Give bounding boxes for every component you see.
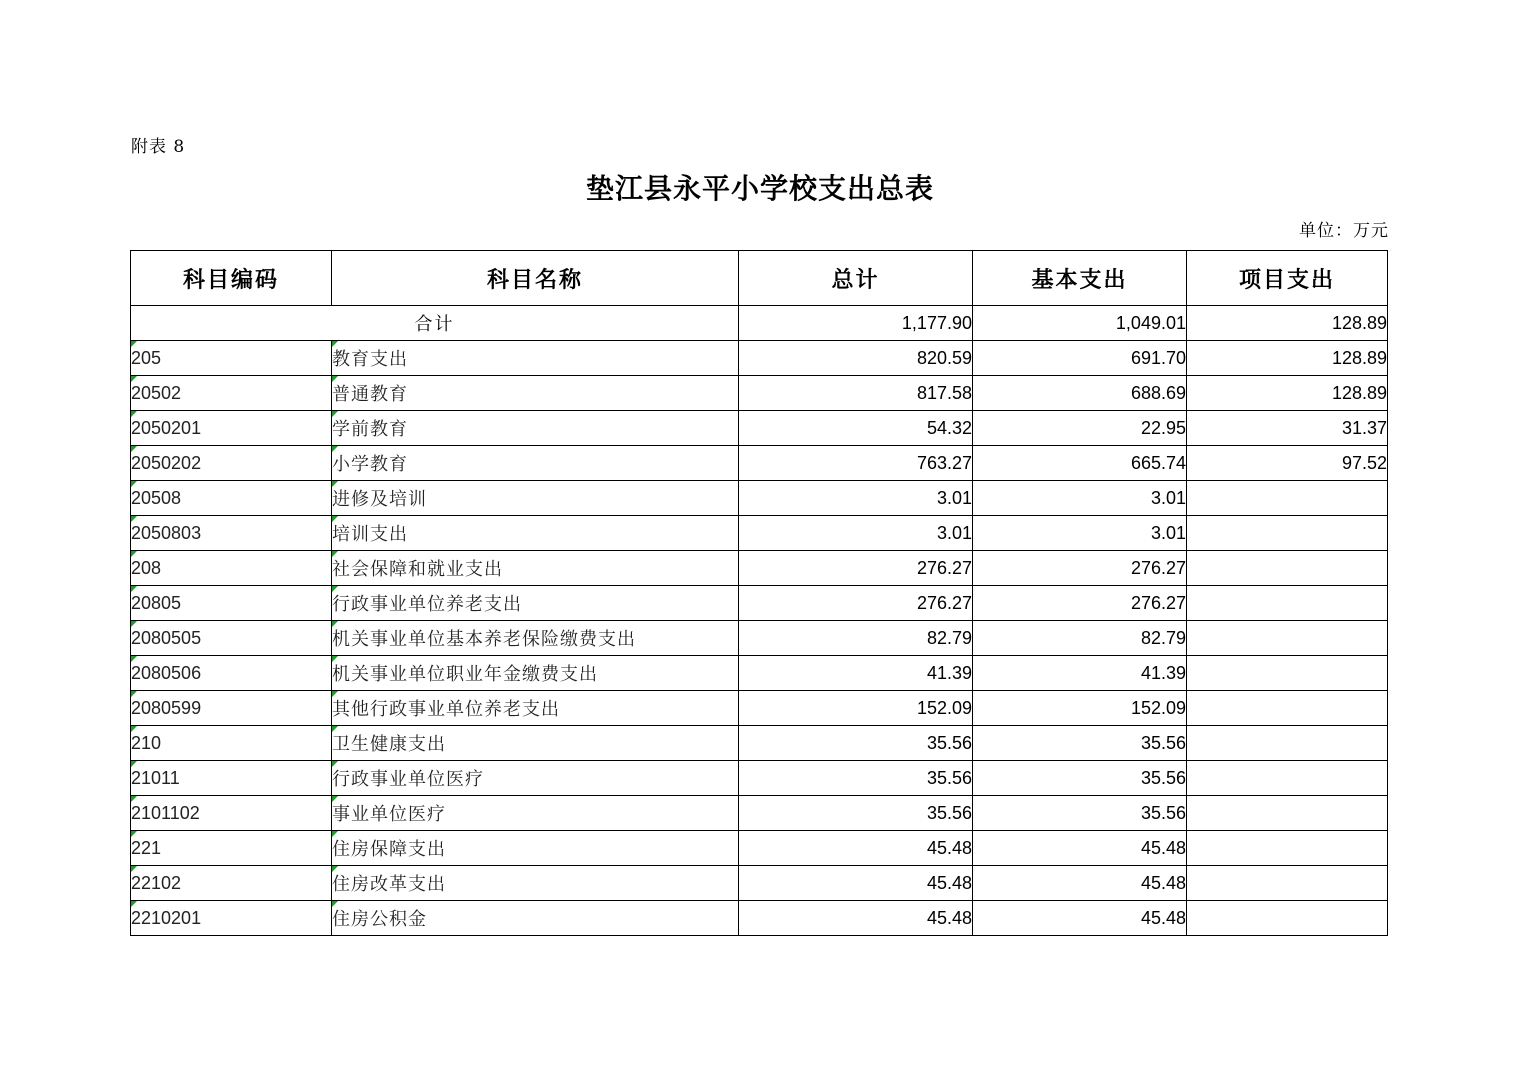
row-total xyxy=(739,761,973,796)
row-name-text: 社会保障和就业支出 xyxy=(332,559,503,580)
cell-marker-icon xyxy=(131,656,137,662)
row-name xyxy=(332,796,739,831)
row-total xyxy=(739,586,973,621)
row-total-text: 3.01 xyxy=(936,522,972,543)
row-total-text: 41.39 xyxy=(926,662,972,683)
row-basic-text: 35.56 xyxy=(1140,802,1186,823)
row-name xyxy=(332,411,739,446)
row-code-text: 20508 xyxy=(131,487,182,508)
row-code-text: 2080599 xyxy=(131,697,202,718)
row-name xyxy=(332,901,739,936)
table-header-row xyxy=(131,251,1388,306)
cell-marker-icon xyxy=(332,621,338,627)
table-row xyxy=(131,516,1388,551)
table-row xyxy=(131,411,1388,446)
table-row xyxy=(131,551,1388,586)
row-code-text: 2080505 xyxy=(131,627,202,648)
cell-marker-icon xyxy=(131,411,137,417)
table-row xyxy=(131,446,1388,481)
cell-marker-icon xyxy=(332,516,338,522)
row-basic-text: 276.27 xyxy=(1130,557,1186,578)
row-total-text: 54.32 xyxy=(926,417,972,438)
row-code-text: 208 xyxy=(131,557,162,578)
row-project xyxy=(1187,411,1388,446)
cell-marker-icon xyxy=(131,866,137,872)
row-code-text: 2050803 xyxy=(131,522,202,543)
row-name-text: 事业单位医疗 xyxy=(332,804,446,825)
row-total-text: 35.56 xyxy=(926,732,972,753)
row-basic xyxy=(973,691,1187,726)
row-total xyxy=(739,376,973,411)
cell-marker-icon xyxy=(131,796,137,802)
row-total-text: 276.27 xyxy=(916,592,972,613)
row-project xyxy=(1187,516,1388,551)
row-basic xyxy=(973,446,1187,481)
row-basic xyxy=(973,341,1187,376)
row-basic-text: 691.70 xyxy=(1130,347,1186,368)
row-basic xyxy=(973,866,1187,901)
table-row xyxy=(131,726,1388,761)
header-total: 总计 xyxy=(739,251,973,306)
row-total xyxy=(739,866,973,901)
row-code-text: 2210201 xyxy=(131,907,202,928)
row-project xyxy=(1187,761,1388,796)
cell-marker-icon xyxy=(332,481,338,487)
row-total-text: 276.27 xyxy=(916,557,972,578)
cell-marker-icon xyxy=(131,446,137,452)
cell-marker-icon xyxy=(131,726,137,732)
row-project xyxy=(1187,341,1388,376)
row-basic-text: 45.48 xyxy=(1140,907,1186,928)
header-project: 项目支出 xyxy=(1187,251,1388,306)
cell-marker-icon xyxy=(332,586,338,592)
row-code-text: 21011 xyxy=(131,767,180,788)
row-basic xyxy=(973,376,1187,411)
row-code xyxy=(131,691,332,726)
row-total xyxy=(739,621,973,656)
row-name xyxy=(332,621,739,656)
table-row xyxy=(131,621,1388,656)
row-code xyxy=(131,446,332,481)
cell-marker-icon xyxy=(131,901,137,907)
row-total-text: 152.09 xyxy=(916,697,972,718)
row-basic-text: 3.01 xyxy=(1150,487,1186,508)
cell-marker-icon xyxy=(332,446,338,452)
row-name xyxy=(332,831,739,866)
row-basic xyxy=(973,621,1187,656)
row-basic-text: 22.95 xyxy=(1140,417,1186,438)
row-project xyxy=(1187,551,1388,586)
cell-marker-icon xyxy=(131,376,137,382)
row-code xyxy=(131,411,332,446)
row-project xyxy=(1187,866,1388,901)
row-project xyxy=(1187,376,1388,411)
row-name-text: 行政事业单位养老支出 xyxy=(332,594,522,615)
row-total xyxy=(739,481,973,516)
row-project xyxy=(1187,831,1388,866)
row-project xyxy=(1187,901,1388,936)
cell-marker-icon xyxy=(332,831,338,837)
total-label: 合计 xyxy=(131,306,739,341)
row-name-text: 学前教育 xyxy=(332,419,408,440)
unit-label: 单位：万元 xyxy=(1299,221,1389,241)
row-project xyxy=(1187,586,1388,621)
cell-marker-icon xyxy=(332,726,338,732)
expenditure-table xyxy=(130,250,1388,936)
cell-marker-icon xyxy=(332,796,338,802)
row-total xyxy=(739,446,973,481)
row-total xyxy=(739,691,973,726)
row-code-text: 2050202 xyxy=(131,452,202,473)
row-total-text: 820.59 xyxy=(916,347,972,368)
row-project xyxy=(1187,691,1388,726)
cell-marker-icon xyxy=(131,831,137,837)
row-name-text: 进修及培训 xyxy=(332,489,427,510)
row-code xyxy=(131,726,332,761)
row-basic-text: 688.69 xyxy=(1130,382,1186,403)
row-basic xyxy=(973,586,1187,621)
row-total xyxy=(739,411,973,446)
row-basic-text: 45.48 xyxy=(1140,837,1186,858)
row-name xyxy=(332,551,739,586)
cell-marker-icon xyxy=(332,691,338,697)
row-basic-text: 152.09 xyxy=(1130,697,1186,718)
row-code xyxy=(131,586,332,621)
row-total xyxy=(739,551,973,586)
row-name-text: 住房保障支出 xyxy=(332,839,446,860)
cell-marker-icon xyxy=(332,551,338,557)
row-name xyxy=(332,446,739,481)
row-code xyxy=(131,901,332,936)
row-total xyxy=(739,831,973,866)
row-basic-text: 41.39 xyxy=(1140,662,1186,683)
header-code: 科目编码 xyxy=(131,251,332,306)
row-basic-text: 35.56 xyxy=(1140,767,1186,788)
table-row xyxy=(131,901,1388,936)
row-name xyxy=(332,866,739,901)
cell-marker-icon xyxy=(332,411,338,417)
row-name xyxy=(332,726,739,761)
total-basic: 1,049.01 xyxy=(973,306,1187,341)
page-title: 垫江县永平小学校支出总表 xyxy=(585,172,934,205)
row-total-text: 763.27 xyxy=(916,452,972,473)
row-total-text: 35.56 xyxy=(926,767,972,788)
total-row xyxy=(131,306,1388,341)
row-code xyxy=(131,516,332,551)
row-code xyxy=(131,481,332,516)
row-project-text: 97.52 xyxy=(1341,452,1387,473)
cell-marker-icon xyxy=(332,656,338,662)
row-name xyxy=(332,691,739,726)
appendix-label: 附表 8 xyxy=(131,137,186,157)
header-basic: 基本支出 xyxy=(973,251,1187,306)
row-basic-text: 3.01 xyxy=(1150,522,1186,543)
row-code-text: 210 xyxy=(131,732,162,753)
row-code xyxy=(131,376,332,411)
row-name xyxy=(332,656,739,691)
row-code-text: 20805 xyxy=(131,592,182,613)
row-basic xyxy=(973,901,1187,936)
row-basic-text: 45.48 xyxy=(1140,872,1186,893)
row-code-text: 221 xyxy=(131,837,162,858)
row-basic-text: 35.56 xyxy=(1140,732,1186,753)
row-code xyxy=(131,656,332,691)
cell-marker-icon xyxy=(332,866,338,872)
row-project xyxy=(1187,656,1388,691)
row-project-text: 128.89 xyxy=(1331,382,1387,403)
cell-marker-icon xyxy=(131,691,137,697)
table-row xyxy=(131,341,1388,376)
table-row xyxy=(131,796,1388,831)
row-project xyxy=(1187,446,1388,481)
row-name-text: 住房改革支出 xyxy=(332,874,446,895)
row-name xyxy=(332,761,739,796)
table-row xyxy=(131,586,1388,621)
row-project xyxy=(1187,726,1388,761)
table-row xyxy=(131,761,1388,796)
row-code xyxy=(131,551,332,586)
row-total xyxy=(739,656,973,691)
row-basic xyxy=(973,516,1187,551)
cell-marker-icon xyxy=(332,761,338,767)
table-row xyxy=(131,376,1388,411)
row-total-text: 817.58 xyxy=(916,382,972,403)
row-project xyxy=(1187,481,1388,516)
row-name-text: 其他行政事业单位养老支出 xyxy=(332,699,560,720)
cell-marker-icon xyxy=(131,516,137,522)
cell-marker-icon xyxy=(131,481,137,487)
row-basic xyxy=(973,481,1187,516)
row-total-text: 45.48 xyxy=(926,907,972,928)
row-code xyxy=(131,831,332,866)
row-total xyxy=(739,726,973,761)
row-code xyxy=(131,761,332,796)
row-name xyxy=(332,341,739,376)
row-basic xyxy=(973,796,1187,831)
row-total xyxy=(739,796,973,831)
row-total xyxy=(739,901,973,936)
row-total xyxy=(739,516,973,551)
cell-marker-icon xyxy=(131,341,137,347)
table-row xyxy=(131,656,1388,691)
cell-marker-icon xyxy=(131,586,137,592)
row-name-text: 行政事业单位医疗 xyxy=(332,769,484,790)
row-name-text: 小学教育 xyxy=(332,454,408,475)
row-name-text: 机关事业单位基本养老保险缴费支出 xyxy=(332,629,636,650)
row-basic xyxy=(973,656,1187,691)
row-code xyxy=(131,866,332,901)
row-code-text: 2050201 xyxy=(131,417,202,438)
row-project xyxy=(1187,796,1388,831)
row-code-text: 22102 xyxy=(131,872,182,893)
cell-marker-icon xyxy=(332,341,338,347)
row-name-text: 培训支出 xyxy=(332,524,408,545)
row-name xyxy=(332,376,739,411)
row-name xyxy=(332,586,739,621)
row-basic-text: 665.74 xyxy=(1130,452,1186,473)
row-total-text: 3.01 xyxy=(936,487,972,508)
row-code-text: 2080506 xyxy=(131,662,202,683)
cell-marker-icon xyxy=(332,376,338,382)
row-basic-text: 82.79 xyxy=(1140,627,1186,648)
table-row xyxy=(131,481,1388,516)
cell-marker-icon xyxy=(131,551,137,557)
row-name xyxy=(332,516,739,551)
row-total-text: 45.48 xyxy=(926,837,972,858)
table-row xyxy=(131,691,1388,726)
row-code-text: 2101102 xyxy=(131,802,200,823)
header-name: 科目名称 xyxy=(332,251,739,306)
row-total xyxy=(739,341,973,376)
row-name-text: 卫生健康支出 xyxy=(332,734,446,755)
row-code-text: 205 xyxy=(131,347,162,368)
row-project xyxy=(1187,621,1388,656)
row-project-text: 31.37 xyxy=(1341,417,1387,438)
row-name xyxy=(332,481,739,516)
row-code xyxy=(131,621,332,656)
row-basic xyxy=(973,831,1187,866)
row-total-text: 45.48 xyxy=(926,872,972,893)
cell-marker-icon xyxy=(131,761,137,767)
total-sum: 1,177.90 xyxy=(739,306,973,341)
row-basic xyxy=(973,411,1187,446)
table-row xyxy=(131,831,1388,866)
row-project-text: 128.89 xyxy=(1331,347,1387,368)
row-basic xyxy=(973,551,1187,586)
row-code xyxy=(131,796,332,831)
row-code-text: 20502 xyxy=(131,382,182,403)
row-name-text: 普通教育 xyxy=(332,384,408,405)
row-name-text: 机关事业单位职业年金缴费支出 xyxy=(332,664,598,685)
row-total-text: 82.79 xyxy=(926,627,972,648)
row-total-text: 35.56 xyxy=(926,802,972,823)
row-code xyxy=(131,341,332,376)
total-project: 128.89 xyxy=(1187,306,1388,341)
row-basic xyxy=(973,726,1187,761)
row-name-text: 住房公积金 xyxy=(332,909,427,930)
cell-marker-icon xyxy=(332,901,338,907)
row-name-text: 教育支出 xyxy=(332,349,408,370)
table-row xyxy=(131,866,1388,901)
row-basic xyxy=(973,761,1187,796)
cell-marker-icon xyxy=(131,621,137,627)
row-basic-text: 276.27 xyxy=(1130,592,1186,613)
